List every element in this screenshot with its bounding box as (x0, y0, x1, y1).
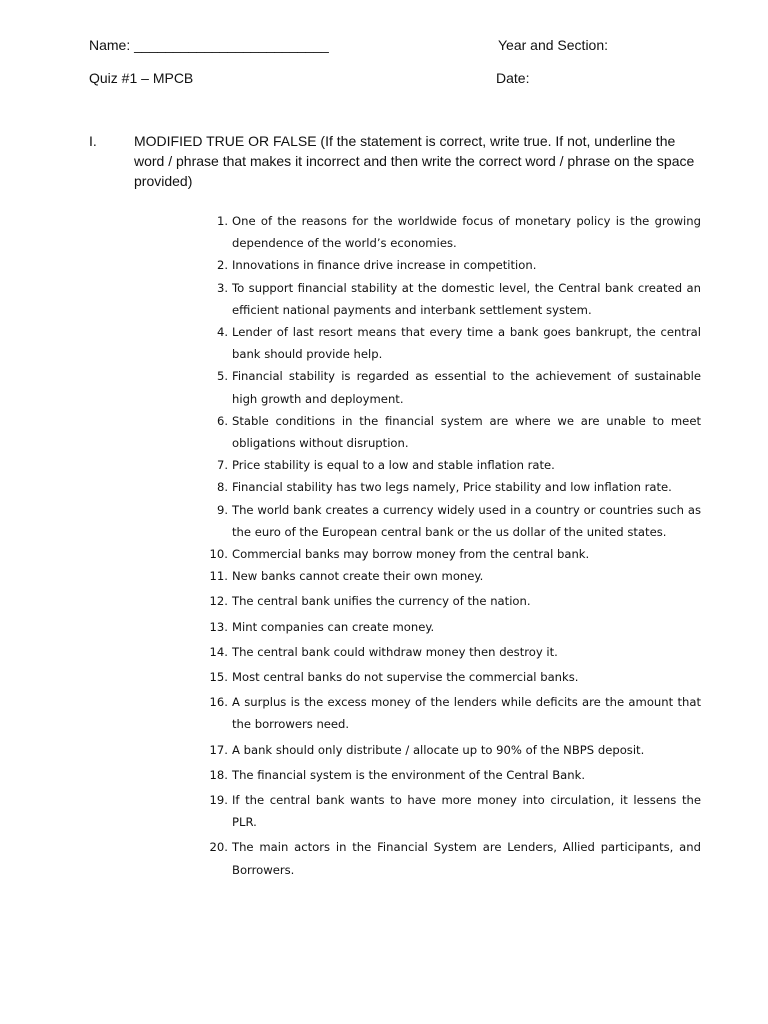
question-item (206, 836, 701, 880)
question-item (206, 739, 701, 761)
question-item (206, 565, 701, 587)
question-number: 10. (209, 547, 228, 562)
question-list (206, 210, 701, 881)
question-number: 4. (216, 325, 228, 340)
question-text: Most central banks do not supervise the commercial banks. (232, 670, 579, 685)
question-number: 8. (216, 480, 228, 495)
question-number: 7. (216, 458, 228, 473)
question-number: 5. (216, 369, 228, 384)
question-item (206, 365, 701, 409)
question-item (206, 254, 701, 276)
question-text: New banks cannot create their own money. (232, 569, 484, 584)
question-item (206, 499, 701, 543)
section-number: I. (89, 133, 97, 149)
question-number: 18. (209, 767, 228, 782)
question-number: 20. (209, 840, 228, 855)
question-text: One of the reasons for the worldwide focus of monetary policy is the growing dependence of the world’s economies. (232, 214, 701, 251)
question-text: The central bank unifies the currency of the nation. (232, 594, 531, 609)
question-item (206, 691, 701, 735)
question-item (206, 277, 701, 321)
question-text: Financial stability has two legs namely, Price stability and low inflation rate. (232, 480, 672, 495)
question-item (206, 321, 701, 365)
question-text: The world bank creates a currency widely used in a country or countries such as the euro of the European central bank or the us dollar of the united states. (232, 502, 701, 539)
question-number: 19. (209, 793, 228, 808)
question-text: Price stability is equal to a low and stable inflation rate. (232, 458, 555, 473)
question-number: 3. (216, 280, 228, 295)
question-text: If the central bank wants to have more money into circulation, it lessens the PLR. (232, 793, 701, 830)
question-text: Innovations in finance drive increase in competition. (232, 258, 537, 273)
question-item (206, 616, 701, 638)
question-item (206, 666, 701, 688)
question-number: 1. (216, 214, 228, 228)
question-item (206, 764, 701, 786)
question-number: 9. (216, 502, 228, 517)
question-number: 15. (209, 670, 228, 685)
question-number: 16. (209, 695, 228, 710)
question-text: A surplus is the excess money of the lenders while deficits are the amount that the borrowers need. (232, 695, 701, 732)
question-text: Mint companies can create money. (232, 619, 435, 634)
question-text: The main actors in the Financial System are Lenders, Allied participants, and Borrowers. (232, 840, 701, 877)
question-text: A bank should only distribute / allocate up to 90% of the NBPS deposit. (232, 742, 645, 757)
question-item (206, 476, 701, 498)
question-text: Financial stability is regarded as essential to the achievement of sustainable high growth and deployment. (232, 369, 701, 406)
question-text: The financial system is the environment of the Central Bank. (232, 767, 586, 782)
year-section-label: Year and Section: (498, 37, 609, 53)
question-number: 12. (209, 594, 228, 609)
question-item (206, 210, 701, 254)
question-text: Lender of last resort means that every time a bank goes bankrupt, the central bank should provide help. (232, 325, 701, 362)
question-number: 13. (209, 619, 228, 634)
question-item (206, 454, 701, 476)
question-item (206, 410, 701, 454)
question-number: 2. (216, 258, 228, 273)
question-item (206, 543, 701, 565)
name-field-label: Name: _________________________ (89, 37, 329, 53)
question-number: 17. (209, 742, 228, 757)
question-text: Stable conditions in the financial system are where we are unable to meet obligations without disruption. (232, 413, 701, 451)
question-item (206, 789, 701, 833)
quiz-title: Quiz #1 – MPCB (89, 70, 194, 86)
date-label: Date: (496, 70, 530, 86)
question-item (206, 641, 701, 663)
section-instructions: MODIFIED TRUE OR FALSE (If the statement is correct, write true. If not, underline the word / phrase that makes it incorrect and then write the correct word / phrase on the space provided) (134, 133, 695, 189)
question-item (206, 590, 701, 612)
question-number: 6. (216, 413, 228, 428)
question-number: 11. (209, 569, 228, 584)
question-text: To support financial stability at the domestic level, the Central bank created an efficient national payments and interbank settlement system. (232, 280, 701, 317)
question-text: The central bank could withdraw money then destroy it. (232, 644, 558, 659)
question-number: 14. (209, 644, 228, 659)
question-text: Commercial banks may borrow money from the central bank. (232, 547, 590, 562)
